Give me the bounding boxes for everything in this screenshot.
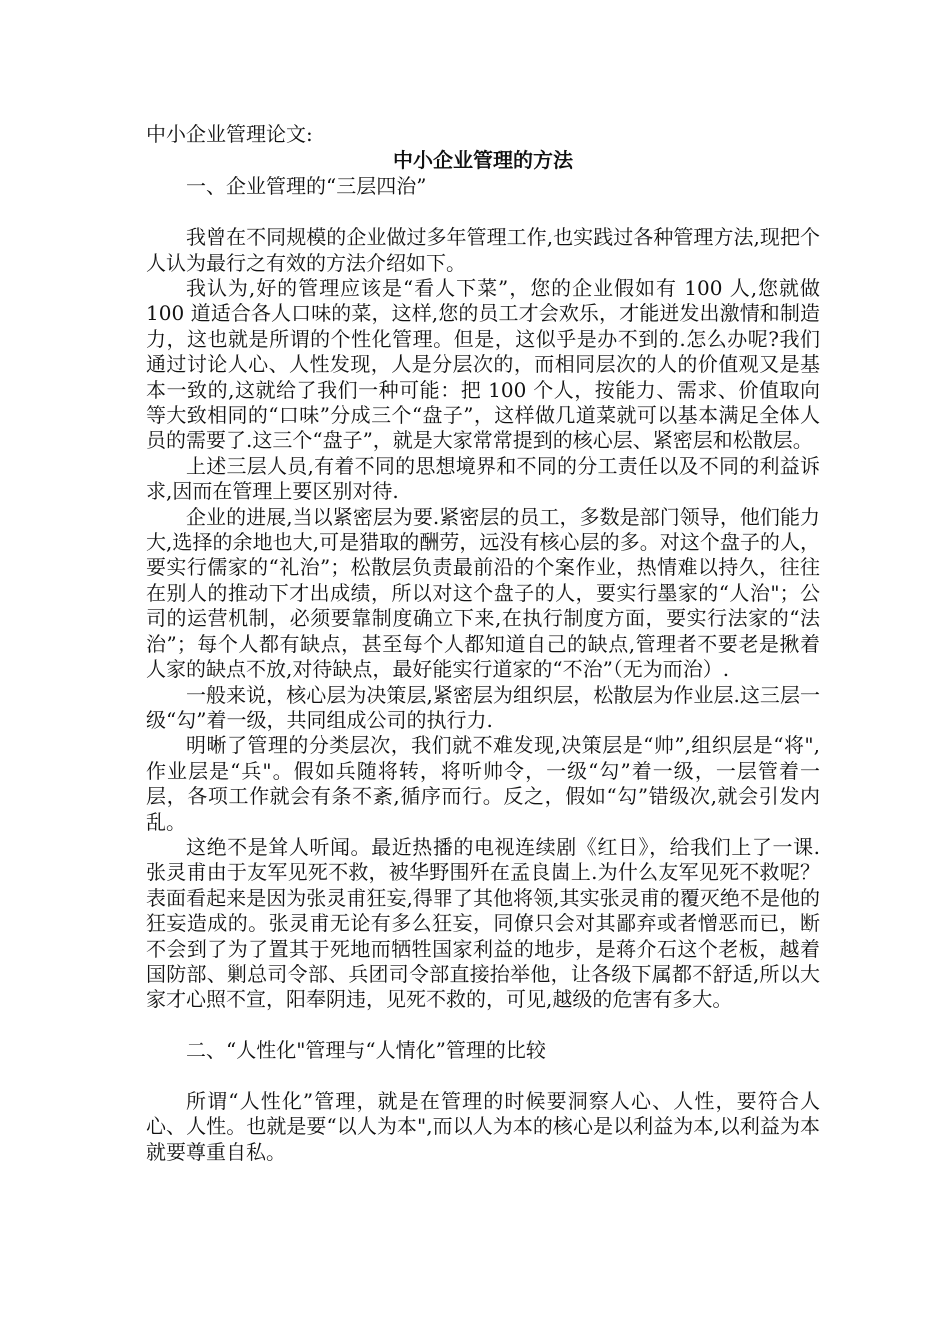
paragraph: 所谓“人性化”管理，就是在管理的时候要洞察人心、人性，要符合人心、人性。也就是要“以人为本",而以人为本的核心是以利益为本,以利益为本就要尊重自私。 (146, 1088, 820, 1164)
document-label: 中小企业管理论文: (146, 122, 313, 146)
document-title: 中小企业管理的方法 (393, 148, 573, 173)
section-2-heading: 二、“人性化"管理与“人情化”管理的比较 (186, 1038, 546, 1063)
section-1-heading: 一、企业管理的“三层四治” (186, 174, 427, 199)
blank-line (146, 1013, 820, 1038)
paragraph: 这绝不是耸人听闻。最近热播的电视连续剧《红日》，给我们上了一课.张灵甫由于友军见死不救，被华野围歼在孟良崮上.为什么友军见死不救呢？表面看起来是因为张灵甫狂妄,得罪了其他将领,其实张灵甫的覆灭绝不是他的狂妄造成的。张灵甫无论有多么狂妄，同僚只会对其鄙弃或者憎恶而已，断不会到了为了置其于死地而牺牲国家利益的地步，是蒋介石这个老板，越着国防部、剿总司令部、兵团司令部直接抬举他，让各级下属都不舒适,所以大家才心照不宣，阳奉阴违，见死不救的，可见,越级的危害有多大。 (146, 834, 820, 1012)
paragraph: 明晰了管理的分类层次，我们就不难发现,决策层是“帅”,组织层是“将",作业层是“兵"。假如兵随将转，将听帅令，一级“勾”着一级，一层管着一层，各项工作就会有条不紊,循序而行。反之，假如“勾”错级次,就会引发内乱。 (146, 733, 820, 834)
paragraph: 我认为,好的管理应该是“看人下菜”，您的企业假如有 100 人,您就做 100 道适合各人口味的菜，这样,您的员工才会欢乐，才能迸发出激情和制造力，这也就是所谓的个性化管理。但是，这似乎是办不到的.怎么办呢?我们通过讨论人心、人性发现，人是分层次的，而相同层次的人的价值观又是基本一致的,这就给了我们一种可能：把 100 个人，按能力、需求、价值取向等大致相同的“口味”分成三个“盘子”，这样做几道菜就可以基本满足全体人员的需要了.这三个“盘子”，就是大家常常提到的核心层、紧密层和松散层。 (146, 276, 820, 453)
paragraph: 企业的进展,当以紧密层为要.紧密层的员工，多数是部门领导，他们能力大,选择的余地也大,可是猎取的酬劳，远没有核心层的多。对这个盘子的人，要实行儒家的“礼治”；松散层负责最前沿的个案作业，热情难以持久，往往在别人的推动下才出成绩，所以对这个盘子的人，要实行墨家的“人治"；公司的运营机制，必须要靠制度确立下来,在执行制度方面，要实行法家的“法治”；每个人都有缺点，甚至每个人都知道自己的缺点,管理者不要老是揪着人家的缺点不放,对待缺点，最好能实行道家的“不治”（无为而治）. (146, 504, 820, 682)
paragraph: 我曾在不同规模的企业做过多年管理工作,也实践过各种管理方法,现把个人认为最行之有效的方法介绍如下。 (146, 225, 820, 275)
blank-line (146, 200, 820, 225)
paragraph: 一般来说，核心层为决策层,紧密层为组织层，松散层为作业层.这三层一级“勾”着一级，共同组成公司的执行力. (146, 682, 820, 732)
paragraph: 上述三层人员,有着不同的思想境界和不同的分工责任以及不同的利益诉求,因而在管理上要区别对待. (146, 453, 820, 504)
blank-line (146, 1064, 820, 1089)
